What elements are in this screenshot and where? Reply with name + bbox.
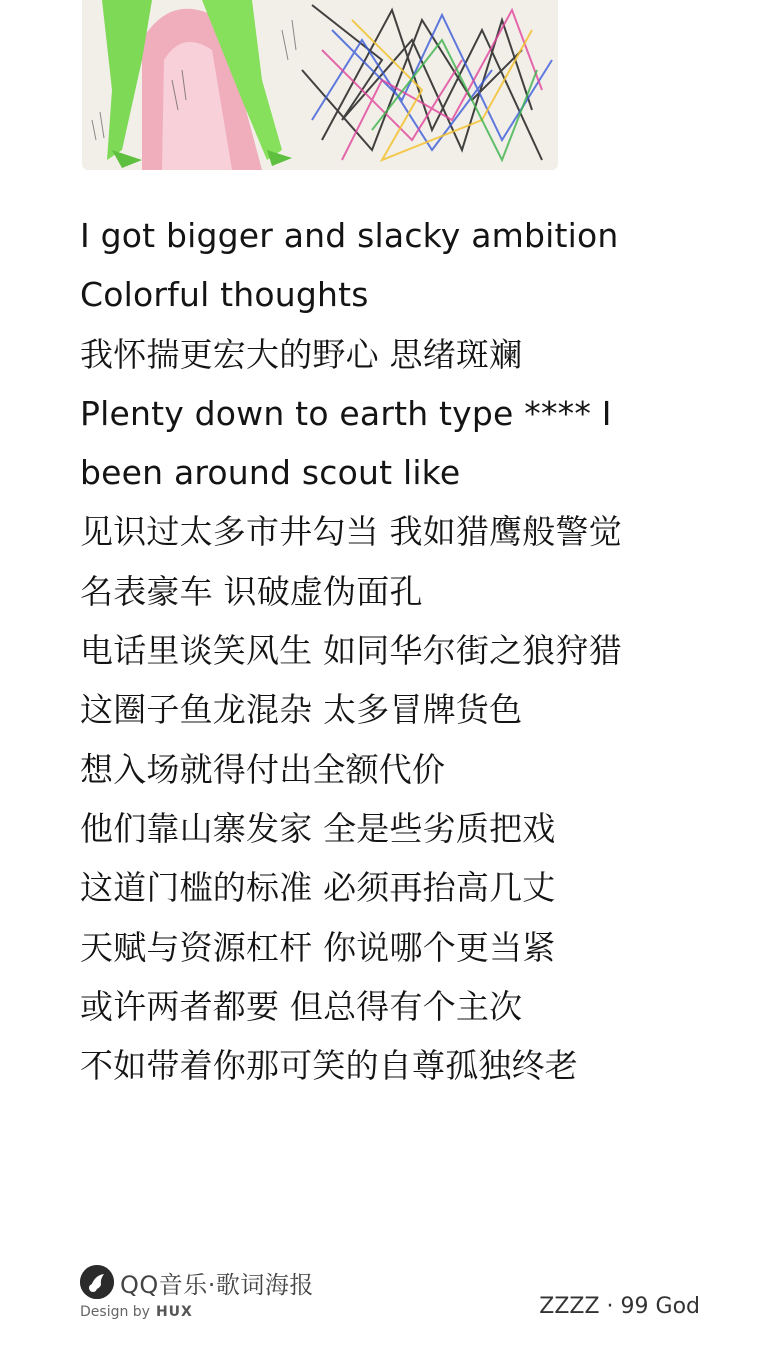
designer-name: HUX (155, 1304, 193, 1320)
lyric-line: 天赋与资源杠杆 你说哪个更当紧 (80, 927, 556, 967)
lyric-line: 或许两者都要 但总得有个主次 (80, 986, 523, 1026)
lyric-line: I got bigger and slacky ambition (80, 216, 619, 255)
lyrics-block (80, 206, 720, 1095)
lyric-line: 名表豪车 识破虚伪面孔 (80, 571, 423, 611)
song-info: ZZZZ · 99 God (539, 1294, 700, 1319)
lyric-line: 电话里谈笑风生 如同华尔街之狼狩猎 (80, 631, 622, 671)
lyric-line: Colorful thoughts (80, 275, 369, 315)
design-by-label: Design by (80, 1304, 150, 1320)
design-credit (80, 1304, 193, 1320)
lyric-line: 他们靠山寨发家 全是些劣质把戏 (80, 808, 556, 848)
lyric-line: 这圈子鱼龙混杂 太多冒牌货色 (80, 690, 523, 730)
lyric-line: 这道门槛的标准 必须再抬高几丈 (80, 868, 556, 908)
brand-title: QQ音乐·歌词海报 (120, 1270, 314, 1299)
qq-music-logo-icon (80, 1265, 114, 1299)
lyric-line: 我怀揣更宏大的野心 思绪斑斓 (80, 334, 523, 374)
lyric-line: 想入场就得付出全额代价 (80, 749, 446, 789)
album-cover-image (82, 0, 558, 170)
lyric-line: 不如带着你那可笑的自尊孤独终老 (80, 1046, 578, 1086)
lyric-line: been around scout like (80, 453, 461, 493)
lyric-line: Plenty down to earth type **** I (80, 393, 612, 433)
album-art-icon (82, 0, 558, 170)
lyric-line: 见识过太多市井勾当 我如猎鹰般警觉 (80, 512, 622, 552)
qq-music-brand (80, 1262, 314, 1302)
